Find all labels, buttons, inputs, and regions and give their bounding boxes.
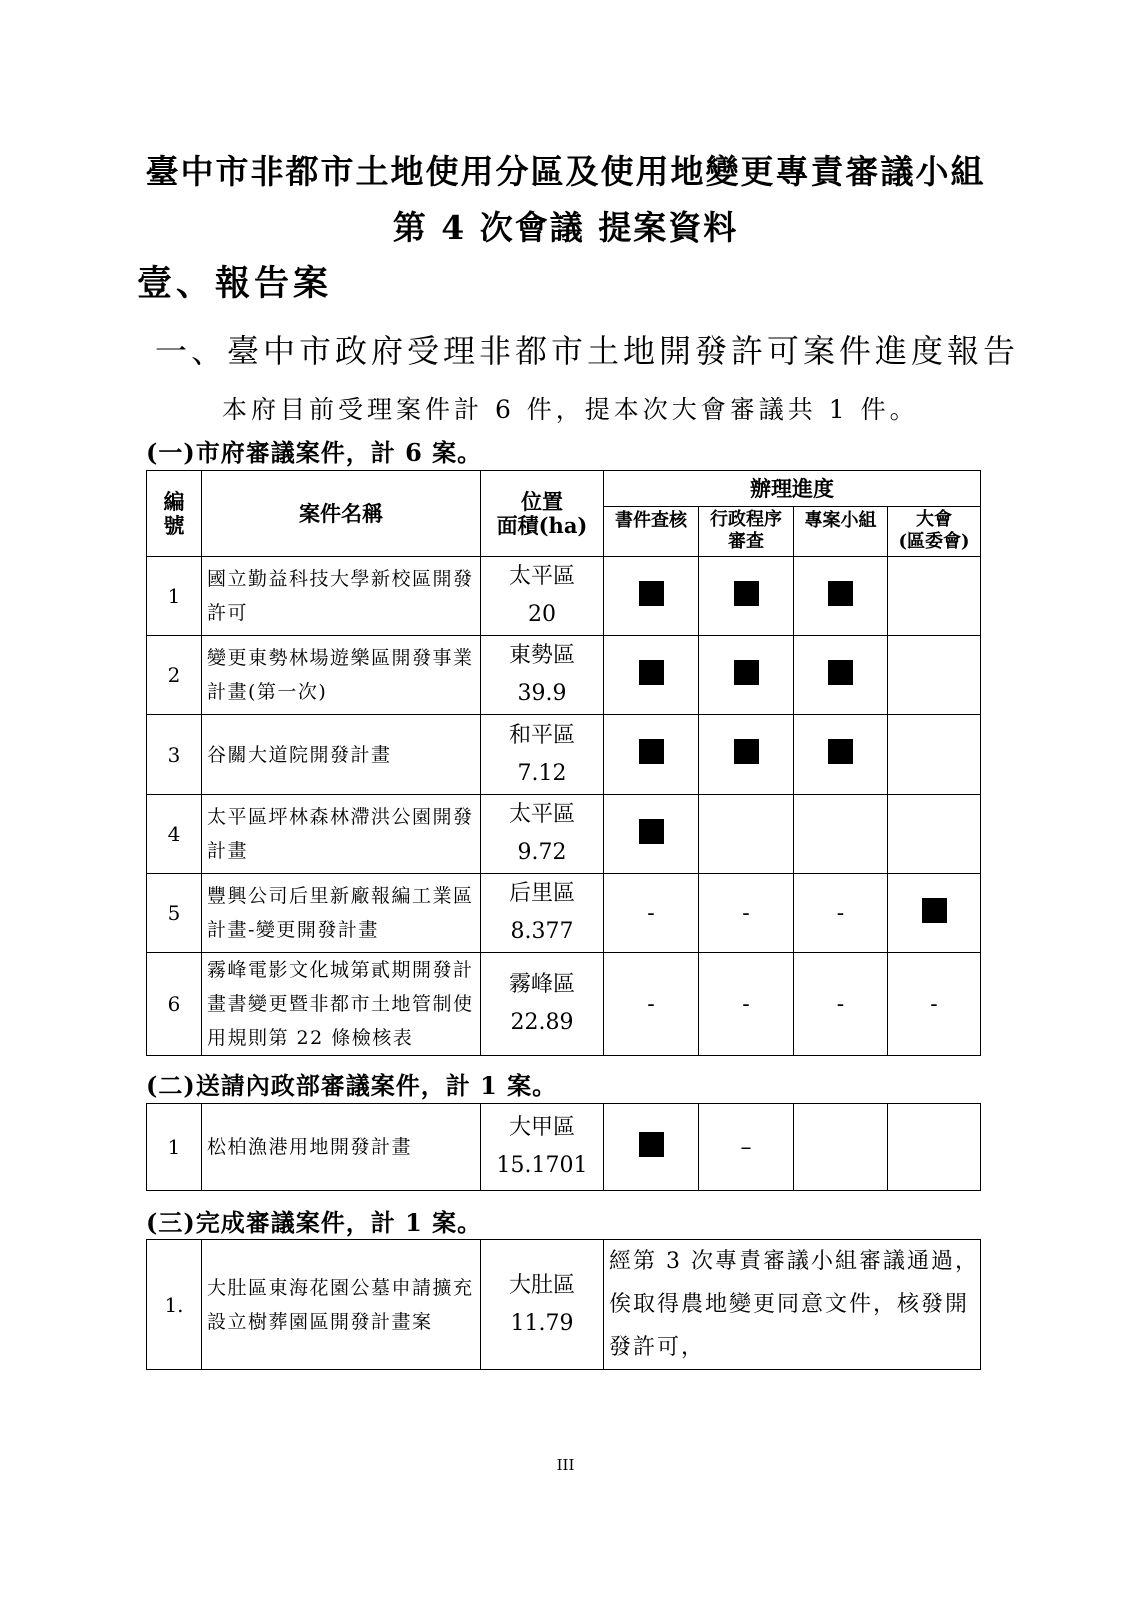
case-location bbox=[481, 715, 604, 795]
table-row bbox=[147, 557, 981, 636]
case-name: 谷關大道院開發計畫 bbox=[202, 715, 481, 795]
stage-general-assembly bbox=[888, 795, 981, 874]
stage-task-group bbox=[794, 1104, 888, 1191]
case-area: 9.72 bbox=[517, 840, 567, 865]
stage-document-check: - bbox=[604, 953, 699, 1056]
stage-admin-review: - bbox=[699, 953, 794, 1056]
case-district: 霧峰區 bbox=[508, 972, 575, 997]
stage-general-assembly bbox=[888, 715, 981, 795]
case-number: 5 bbox=[147, 874, 202, 953]
stage-general-assembly: - bbox=[888, 953, 981, 1056]
table-row bbox=[147, 636, 981, 715]
case-note: 經第 3 次專責審議小組審議通過，俟取得農地變更同意文件，核發開發許可， bbox=[604, 1240, 981, 1370]
completed-cases-table bbox=[146, 1239, 981, 1370]
table-row bbox=[147, 874, 981, 953]
stage-task-group bbox=[794, 795, 888, 874]
filled-square-mark bbox=[639, 581, 664, 606]
case-location bbox=[481, 636, 604, 715]
case-area: 15.1701 bbox=[496, 1153, 588, 1178]
table-row bbox=[147, 1104, 981, 1191]
case-location bbox=[481, 1104, 604, 1191]
filled-square-mark bbox=[639, 739, 664, 764]
part2-heading: (二)送請內政部審議案件，計 1 案。 bbox=[146, 1071, 558, 1100]
case-name: 豐興公司后里新廠報編工業區計畫-變更開發計畫 bbox=[202, 874, 481, 953]
case-area: 11.79 bbox=[510, 1310, 574, 1336]
page-number: III bbox=[556, 1456, 575, 1474]
stage-general-assembly bbox=[888, 874, 981, 953]
stage-task-group bbox=[794, 557, 888, 636]
document-title-line1: 臺中市非都市土地使用分區及使用地變更專責審議小組 bbox=[145, 152, 986, 191]
case-name: 變更東勢林場遊樂區開發事業計畫(第一次) bbox=[202, 636, 481, 715]
case-district: 太平區 bbox=[508, 802, 575, 827]
filled-square-mark bbox=[828, 739, 853, 764]
table-row bbox=[147, 1240, 981, 1370]
table-row bbox=[147, 953, 981, 1056]
table-row bbox=[147, 795, 981, 874]
ministry-cases-table bbox=[146, 1103, 981, 1191]
stage-admin-review bbox=[699, 557, 794, 636]
stage-general-assembly bbox=[888, 557, 981, 636]
case-district: 后里區 bbox=[508, 881, 575, 906]
header-number: 編 號 bbox=[147, 471, 202, 557]
case-name: 太平區坪林森林滯洪公園開發計畫 bbox=[202, 795, 481, 874]
header-general-assembly: 大會 (區委會) bbox=[888, 507, 981, 557]
stage-admin-review: - bbox=[699, 874, 794, 953]
stage-document-check: - bbox=[604, 874, 699, 953]
stage-admin-review bbox=[699, 636, 794, 715]
part3-heading: (三)完成審議案件，計 1 案。 bbox=[146, 1208, 483, 1237]
filled-square-mark bbox=[828, 581, 853, 606]
case-name: 松柏漁港用地開發計畫 bbox=[202, 1104, 481, 1191]
case-location bbox=[481, 795, 604, 874]
subheading: 一、臺中市政府受理非都市土地開發許可案件進度報告 bbox=[155, 332, 1020, 370]
stage-document-check bbox=[604, 715, 699, 795]
stage-admin-review bbox=[699, 795, 794, 874]
stage-task-group bbox=[794, 715, 888, 795]
case-location bbox=[481, 557, 604, 636]
case-number: 1 bbox=[147, 1104, 202, 1191]
filled-square-mark bbox=[734, 739, 759, 764]
filled-square-mark bbox=[734, 581, 759, 606]
case-location bbox=[481, 953, 604, 1056]
stage-document-check bbox=[604, 557, 699, 636]
case-number: 3 bbox=[147, 715, 202, 795]
case-district: 東勢區 bbox=[508, 643, 575, 668]
case-number: 1 bbox=[147, 557, 202, 636]
stage-admin-review: – bbox=[699, 1104, 794, 1191]
case-number: 2 bbox=[147, 636, 202, 715]
case-location bbox=[481, 874, 604, 953]
stage-task-group: - bbox=[794, 953, 888, 1056]
stage-admin-review bbox=[699, 715, 794, 795]
stage-document-check bbox=[604, 795, 699, 874]
case-area: 8.377 bbox=[510, 919, 574, 944]
case-district: 大甲區 bbox=[508, 1115, 575, 1140]
case-area: 22.89 bbox=[510, 1010, 574, 1035]
header-task-group: 專案小組 bbox=[794, 507, 888, 557]
stage-document-check bbox=[604, 636, 699, 715]
case-number: 6 bbox=[147, 953, 202, 1056]
stage-document-check bbox=[604, 1104, 699, 1191]
filled-square-mark bbox=[828, 660, 853, 685]
header-document-check: 書件查核 bbox=[604, 507, 699, 557]
case-name: 國立勤益科技大學新校區開發許可 bbox=[202, 557, 481, 636]
filled-square-mark bbox=[639, 660, 664, 685]
case-location bbox=[481, 1240, 604, 1370]
case-district: 和平區 bbox=[508, 722, 575, 748]
cases-table bbox=[146, 470, 981, 1056]
case-district: 大肚區 bbox=[508, 1272, 575, 1298]
case-number: 1. bbox=[147, 1240, 202, 1370]
stage-task-group: - bbox=[794, 874, 888, 953]
stage-task-group bbox=[794, 636, 888, 715]
intro-text: 本府目前受理案件計 6 件，提本次大會審議共 1 件。 bbox=[222, 395, 919, 424]
header-admin-review: 行政程序 審查 bbox=[699, 507, 794, 557]
case-area: 7.12 bbox=[517, 760, 567, 786]
case-number: 4 bbox=[147, 795, 202, 874]
document-title-line2: 第 4 次會議 提案資料 bbox=[392, 208, 739, 247]
filled-square-mark bbox=[639, 1132, 664, 1157]
header-location-area: 位置 面積(ha) bbox=[481, 471, 604, 557]
table-row bbox=[147, 715, 981, 795]
filled-square-mark bbox=[639, 819, 664, 844]
part1-heading: (一)市府審議案件，計 6 案。 bbox=[146, 438, 483, 467]
header-case-name: 案件名稱 bbox=[202, 471, 481, 557]
stage-general-assembly bbox=[888, 1104, 981, 1191]
header-progress: 辦理進度 bbox=[604, 471, 981, 507]
filled-square-mark bbox=[734, 660, 759, 685]
section-heading: 壹、報告案 bbox=[137, 263, 333, 304]
stage-general-assembly bbox=[888, 636, 981, 715]
case-area: 39.9 bbox=[517, 681, 567, 706]
case-district: 太平區 bbox=[508, 564, 575, 589]
case-name: 大肚區東海花園公墓申請擴充設立樹葬園區開發計畫案 bbox=[202, 1240, 481, 1370]
case-area: 20 bbox=[528, 602, 556, 627]
case-name: 霧峰電影文化城第貳期開發計畫書變更暨非都市土地管制使用規則第 22 條檢核表 bbox=[202, 953, 481, 1056]
filled-square-mark bbox=[922, 898, 947, 923]
